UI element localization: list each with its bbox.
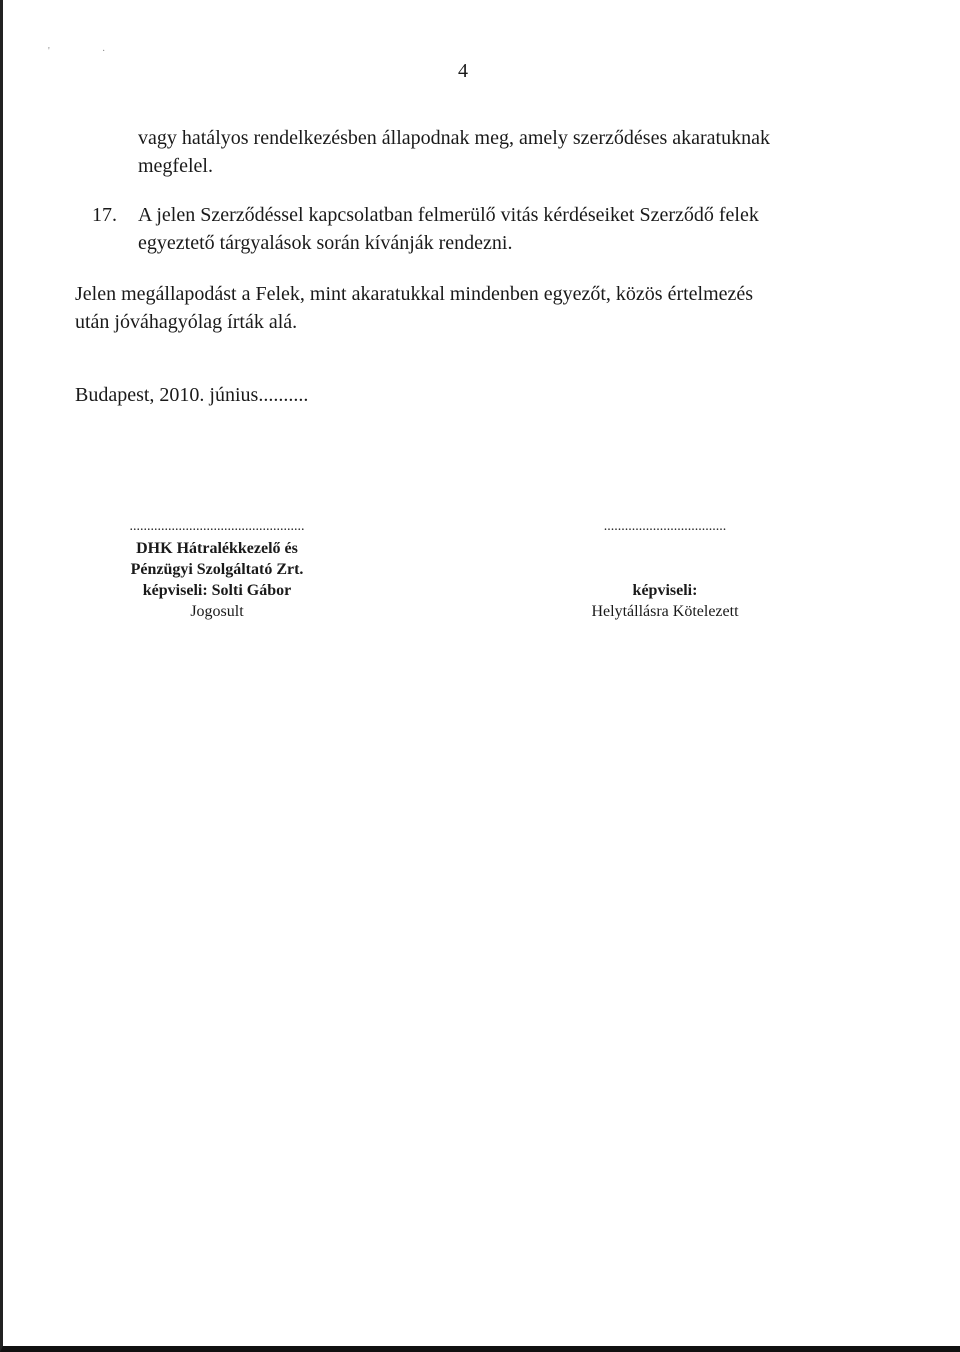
signatory-role: Helytállásra Kötelezett bbox=[591, 603, 739, 620]
clause-line: A jelen Szerződéssel kapcsolatban felmerülő vitás kérdéseiket Szerződő felek bbox=[138, 204, 759, 226]
paragraph-line: megfelel. bbox=[138, 155, 213, 177]
signature-line: .................................................. bbox=[129, 519, 305, 534]
signatory-representative: képviseli: bbox=[632, 582, 698, 599]
signatory-name: DHK Hátralékkezelő és bbox=[136, 540, 298, 557]
clause-line: egyeztető tárgyalások során kívánják rendezni. bbox=[138, 232, 513, 254]
paragraph-line: vagy hatályos rendelkezésben állapodnak meg, amely szerződéses akaratuknak bbox=[138, 127, 770, 149]
scan-artifact: · bbox=[102, 46, 106, 57]
signature-right bbox=[520, 520, 810, 622]
place-date: Budapest, 2010. június.......... bbox=[75, 384, 309, 406]
closing-line: Jelen megállapodást a Felek, mint akaratukkal mindenben egyezőt, közös értelmezés bbox=[75, 283, 754, 305]
spacer bbox=[520, 538, 810, 559]
scan-artifact: ' bbox=[48, 46, 50, 57]
signature-left bbox=[103, 520, 331, 622]
signatory-role: Jogosult bbox=[190, 603, 244, 620]
page-number: 4 bbox=[458, 60, 468, 82]
spacer bbox=[520, 559, 810, 580]
signatory-representative: képviseli: Solti Gábor bbox=[142, 582, 292, 599]
clause-number: 17. bbox=[92, 204, 117, 226]
signatory-company: Pénzügyi Szolgáltató Zrt. bbox=[130, 561, 304, 578]
closing-line: után jóváhagyólag írták alá. bbox=[75, 311, 298, 333]
signature-line: ................................... bbox=[603, 519, 727, 534]
